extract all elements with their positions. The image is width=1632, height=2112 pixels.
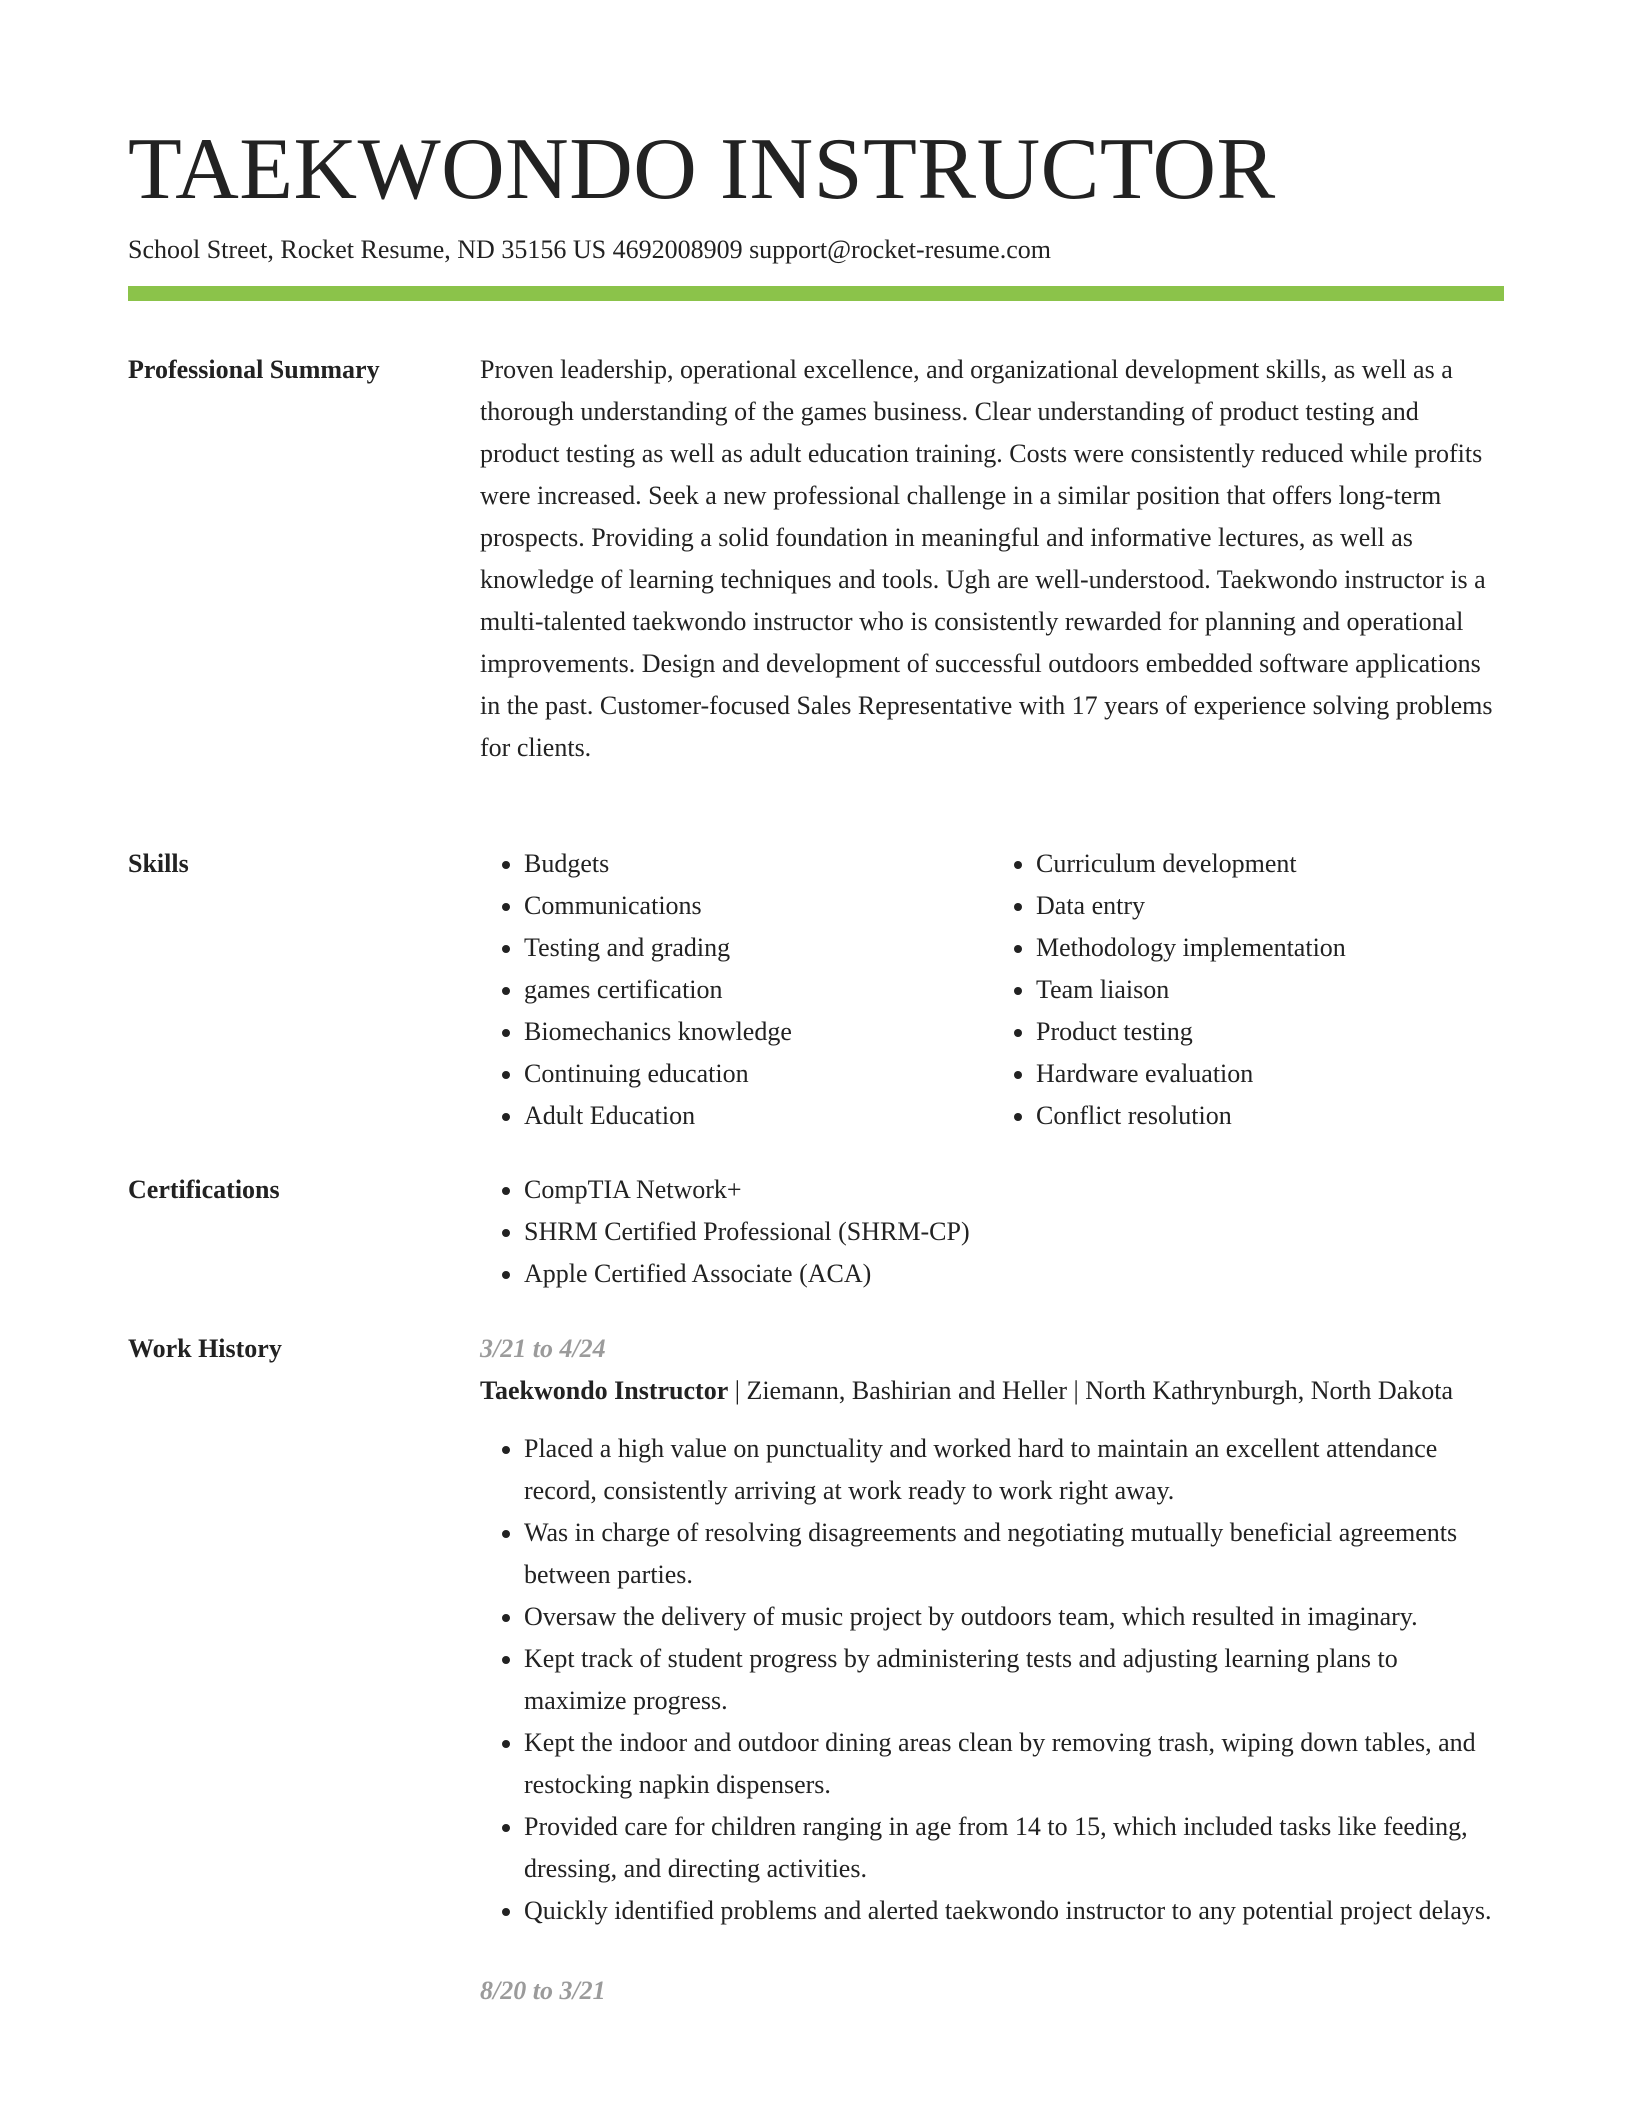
skill-item: • Data entry (1036, 885, 1504, 927)
work-history-body (480, 1328, 1504, 2012)
job-bullet: • Kept the indoor and outdoor dining areas clean by removing trash, wiping down tables, and restocking napkin dispensers. (524, 1722, 1504, 1806)
summary-text: Proven leadership, operational excellence, and organizational development skills, as well as a thorough understanding of the games business. Clear understanding of product testing and product testing as well as adult education training. Costs were consistently reduced while profits were increased. Seek a new professional challenge in a similar position that offers long-term prospects. Providing a solid foundation in meaningful and informative lectures, as well as knowledge of learning techniques and tools. Ugh are well-understood. Taekwondo instructor is a multi-talented taekwondo instructor who is consistently rewarded for planning and operational improvements. Design and development of successful outdoors embedded software applications in the past. Customer-focused Sales Representative with 17 years of experience solving problems for clients. (480, 355, 1493, 762)
certification-item: • CompTIA Network+ (524, 1169, 1504, 1211)
job-title: Taekwondo Instructor (480, 1376, 729, 1405)
certification-item: • SHRM Certified Professional (SHRM-CP) (524, 1211, 1504, 1253)
certifications-list (480, 1169, 1504, 1295)
skills-body (480, 843, 1504, 1137)
certification-item: • Apple Certified Associate (ACA) (524, 1253, 1504, 1295)
skills-column-1 (480, 843, 992, 1137)
job-dates: 8/20 to 3/21 (480, 1976, 606, 2005)
skill-item: • Product testing (1036, 1011, 1504, 1053)
skill-item: • Team liaison (1036, 969, 1504, 1011)
job-title-line (480, 1370, 1504, 1412)
job-bullet: • Quickly identified problems and alerted taekwondo instructor to any potential project delays. (524, 1890, 1504, 1932)
skill-item: • Testing and grading (524, 927, 992, 969)
skill-item: • Budgets (524, 843, 992, 885)
job-bullet: • Was in charge of resolving disagreements and negotiating mutually beneficial agreements between parties. (524, 1512, 1504, 1596)
skill-item: • Hardware evaluation (1036, 1053, 1504, 1095)
job-entry (480, 1328, 1504, 1932)
skill-item: • Conflict resolution (1036, 1095, 1504, 1137)
summary-body (480, 349, 1504, 769)
work-history-title: Work History (128, 1334, 282, 1363)
skill-item: • games certification (524, 969, 992, 1011)
skill-item: • Biomechanics knowledge (524, 1011, 992, 1053)
skill-item: • Adult Education (524, 1095, 992, 1137)
certifications-title: Certifications (128, 1175, 280, 1204)
job-dates: 3/21 to 4/24 (480, 1334, 606, 1363)
header-divider (128, 286, 1504, 301)
job-bullet: • Oversaw the delivery of music project by outdoors team, which resulted in imaginary. (524, 1596, 1504, 1638)
job-bullet: • Placed a high value on punctuality and worked hard to maintain an excellent attendance record, consistently arriving at work ready to work right away. (524, 1428, 1504, 1512)
job-details: | Ziemann, Bashirian and Heller | North Kathrynburgh, North Dakota (728, 1376, 1453, 1405)
contact-line: School Street, Rocket Resume, ND 35156 US 4692008909 support@rocket-resume.com (128, 235, 1051, 264)
skills-column-2 (992, 843, 1504, 1137)
skill-item: • Curriculum development (1036, 843, 1504, 885)
skill-item: • Methodology implementation (1036, 927, 1504, 969)
job-entry (480, 1970, 1504, 2012)
job-bullet: • Provided care for children ranging in age from 14 to 15, which included tasks like feeding, dressing, and directing activities. (524, 1806, 1504, 1890)
resume-name-heading: TAEKWONDO INSTRUCTOR (128, 121, 1276, 218)
job-bullet: • Kept track of student progress by administering tests and adjusting learning plans to maximize progress. (524, 1638, 1504, 1722)
certifications-body (480, 1169, 1504, 1295)
job-bullets (480, 1428, 1504, 1932)
summary-title: Professional Summary (128, 355, 380, 384)
skill-item: • Communications (524, 885, 992, 927)
skills-title: Skills (128, 849, 189, 878)
skill-item: • Continuing education (524, 1053, 992, 1095)
